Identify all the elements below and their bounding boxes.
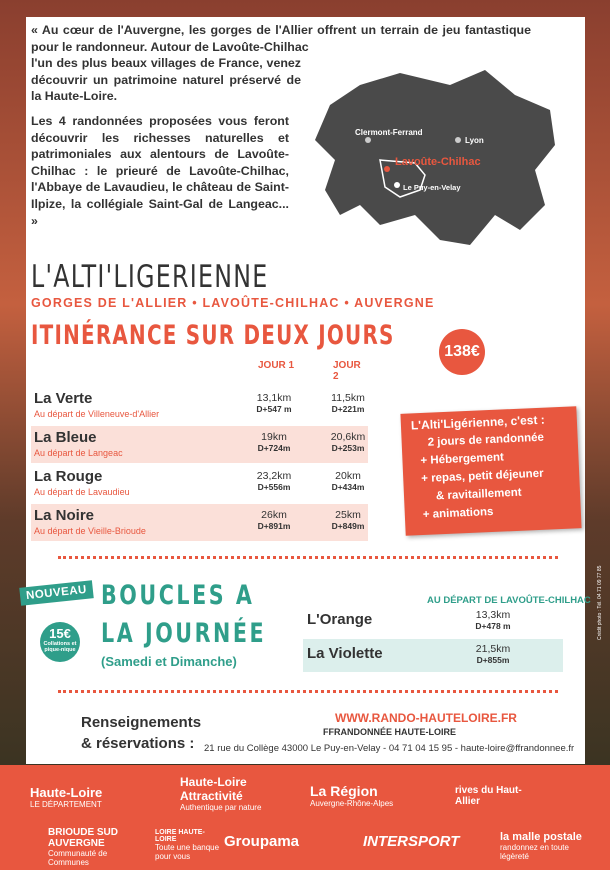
sponsor-logo: Groupama	[224, 833, 300, 850]
dotted-divider	[58, 556, 558, 559]
sponsor-logo: La Région Auvergne-Rhône-Alpes	[310, 783, 394, 808]
route-start: Au départ de Langeac	[34, 448, 123, 458]
city-label: Le Puy-en-Velay	[403, 183, 461, 192]
route-row	[31, 504, 368, 541]
boucles-heading-1: BOUCLES A	[101, 580, 255, 611]
day-price-badge: 15€ Collations et pique-nique	[40, 622, 80, 662]
itinerance-heading: ITINÉRANCE SUR DEUX JOURS	[31, 320, 395, 351]
contact-address: 21 rue du Collège 43000 Le Puy-en-Velay - 04 71 04 15 95 - haute-loire@ffrandonnee.fr	[204, 743, 575, 754]
auvergne-map-svg	[300, 65, 562, 255]
route-name: La Noire	[34, 507, 95, 524]
route-name: La Verte	[34, 390, 93, 407]
dotted-divider	[58, 690, 558, 693]
callout-title: L'Alti'Ligérienne, c'est :	[410, 412, 546, 433]
day1-cell: 19km D+724m	[257, 431, 291, 453]
day2-cell: 25km D+849m	[331, 509, 365, 531]
route-name: L'Orange	[307, 611, 373, 628]
day2-header: JOUR 2	[333, 360, 361, 382]
sponsor-logo: Haute-Loire Attractivité Authentique par nature	[180, 775, 262, 812]
boucles-days: (Samedi et Dimanche)	[101, 654, 237, 669]
city-label-highlight: Lavoûte-Chilhac	[395, 156, 481, 168]
route-name: La Violette	[307, 645, 383, 662]
price-badge: 138€	[439, 329, 485, 375]
sponsor-logo: INTERSPORT	[363, 833, 460, 850]
sponsor-logo: rives du Haut-Allier	[455, 785, 522, 807]
departure-label: AU DÉPART DE LAVOÛTE-CHILHAC	[427, 595, 591, 606]
region-map	[300, 65, 562, 255]
route-start: Au départ de Lavaudieu	[34, 487, 130, 497]
callout-line: + Hébergement	[420, 451, 505, 468]
route-name: La Bleue	[34, 429, 97, 446]
city-dot	[394, 182, 400, 188]
contact-label: Renseignements & réservations :	[81, 714, 202, 752]
day-route-row	[303, 639, 563, 672]
route-row	[31, 465, 368, 502]
route-row	[31, 426, 368, 463]
intro-paragraph-1a: « Au cœur de l'Auvergne, les gorges de l'Allier offrent un terrain de jeu fantastique pour le randonneur. Autour de Lavoûte-Chilhac	[31, 23, 531, 54]
day1-cell: 13,1km D+547 m	[256, 392, 292, 414]
sponsor-footer	[0, 765, 610, 870]
page-title: L'ALTI'LIGERIENNE	[31, 259, 269, 295]
callout-line: 2 jours de randonnée	[427, 431, 545, 449]
sponsor-logo: la malle postale randonnez en toute légèreté	[500, 831, 582, 861]
photo-credit: Crédit photo : Tél. 04 71 09 77 85	[597, 565, 603, 640]
offer-callout	[400, 406, 581, 536]
callout-line: + repas, petit déjeuner	[421, 467, 544, 486]
city-label: Clermont-Ferrand	[355, 128, 423, 137]
website-link[interactable]: WWW.RANDO-HAUTELOIRE.FR	[335, 711, 517, 725]
boucles-heading-2: LA JOURNÉE	[101, 618, 267, 649]
organization-name: FFRANDONNÉE HAUTE-LOIRE	[323, 727, 456, 737]
route-start: Au départ de Vieille-Brioude	[34, 526, 146, 536]
city-dot	[384, 166, 390, 172]
day-route-row	[303, 605, 563, 638]
sponsor-logo: BRIOUDE SUD AUVERGNE Communauté de Communes	[48, 827, 119, 867]
callout-line: + animations	[422, 505, 494, 522]
callout-line: & ravitaillement	[435, 486, 522, 503]
page-subtitle: GORGES DE L'ALLIER • LAVOÛTE-CHILHAC • AUVERGNE	[31, 296, 435, 310]
city-label: Lyon	[465, 136, 484, 145]
day2-cell: 11,5km D+221m	[331, 392, 365, 414]
day1-cell: 26km D+891m	[257, 509, 291, 531]
day2-cell: 20,6km D+253m	[330, 431, 366, 453]
day2-cell: 20km D+434m	[331, 470, 365, 492]
day1-header: JOUR 1	[258, 360, 295, 371]
city-dot	[365, 137, 371, 143]
route-name: La Rouge	[34, 468, 103, 485]
sponsor-logo: LOIRE HAUTE-LOIRE Toute une banque pour vous	[155, 829, 220, 861]
route-distance-cell: 13,3km D+478 m	[475, 609, 511, 631]
sponsor-logo: Haute-Loire LE DÉPARTEMENT	[30, 785, 103, 809]
route-start: Au départ de Villeneuve-d'Allier	[34, 409, 160, 419]
day1-cell: 23,2km D+556m	[256, 470, 292, 492]
route-row	[31, 387, 368, 424]
intro-paragraph-2: Les 4 randonnées proposées vous feront découvrir les richesses naturelles et patrimoniales aux alentours de Lavoûte-Chilhac : le prieuré de Lavoûte-Chilhac, l'Abbaye de Lavaudieu, le château de Saint-Ilpize, la collégiale Saint-Gal de Langeac... »	[31, 113, 289, 228]
new-badge: NOUVEAU	[19, 580, 93, 606]
route-distance-cell: 21,5km D+855m	[475, 643, 511, 665]
intro-paragraph-1b: l'un des plus beaux villages de France, venez découvrir un patrimoine naturel préservé de la Haute-Loire.	[31, 56, 301, 104]
city-dot	[455, 137, 461, 143]
